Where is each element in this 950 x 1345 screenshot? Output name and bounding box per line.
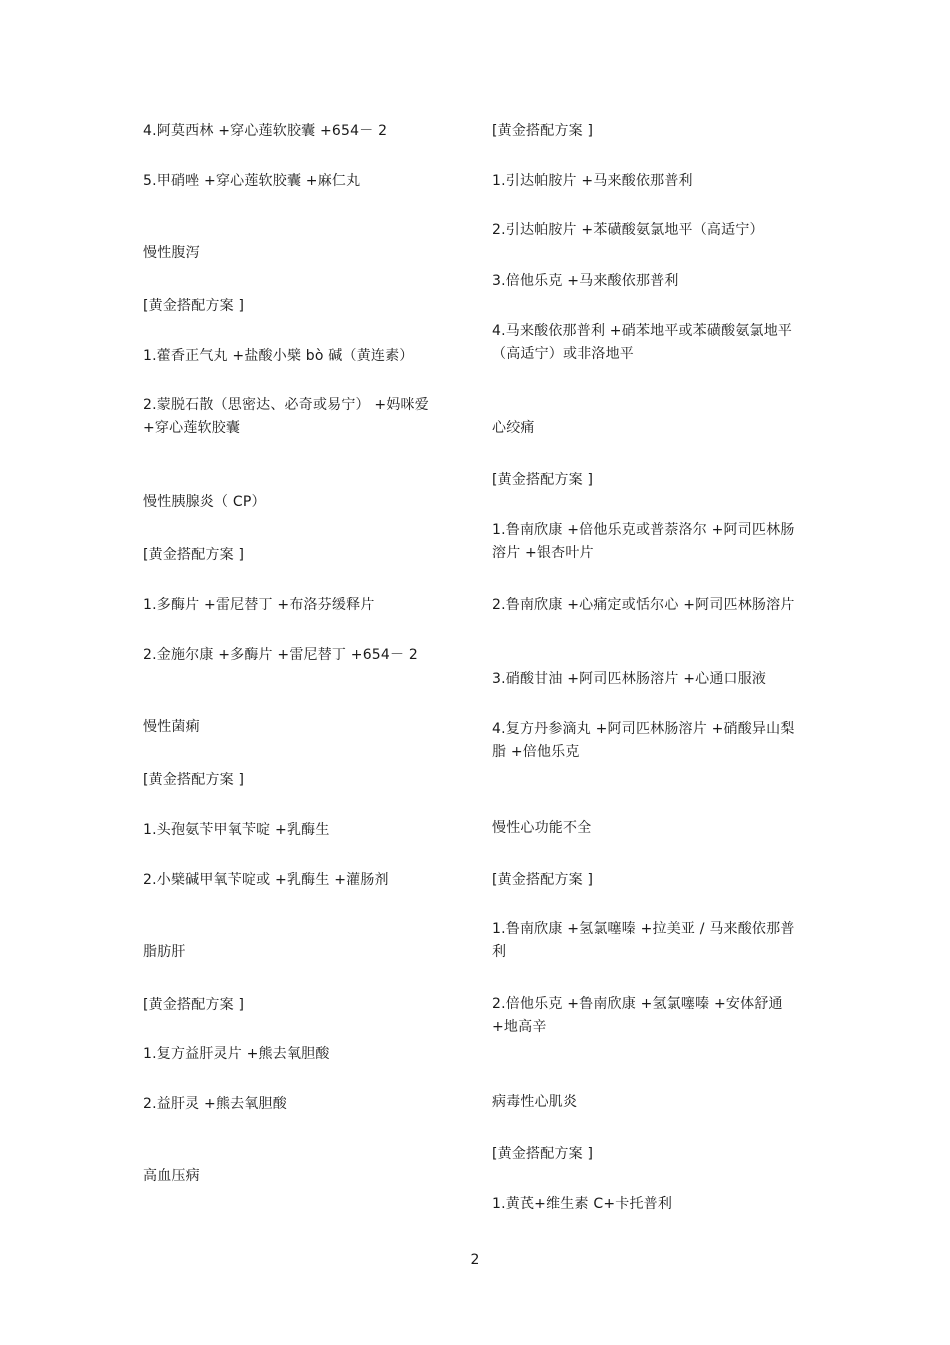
- text-line: 2.蒙脱石散（思密达、必奇或易宁） +妈咪爱+穿心莲软胶囊: [143, 397, 429, 436]
- scheme-heading: [黄金搭配方案 ]: [492, 1146, 594, 1162]
- text-line: 4.马来酸依那普利 +硝苯地平或苯磺酸氨氯地平（高适宁）或非洛地平: [492, 323, 793, 362]
- text-line: 1.鲁南欣康 +氢氯噻嗪 +拉美亚 / 马来酸依那普利: [492, 921, 795, 960]
- text-line: 2.益肝灵 +熊去氧胆酸: [143, 1096, 287, 1112]
- section-title: 高血压病: [143, 1168, 200, 1184]
- section-title: 慢性胰腺炎（ CP）: [143, 494, 266, 510]
- scheme-heading: [黄金搭配方案 ]: [492, 472, 594, 488]
- text-line: 1.黄芪+维生素 C+卡托普利: [492, 1196, 673, 1212]
- text-line: 1.引达帕胺片 +马来酸依那普利: [492, 173, 693, 189]
- text-line: 4.复方丹参滴丸 +阿司匹林肠溶片 +硝酸异山梨脂 +倍他乐克: [492, 721, 795, 760]
- section-title: 脂肪肝: [143, 944, 186, 960]
- page-number: 2: [470, 1252, 480, 1268]
- scheme-heading: [黄金搭配方案 ]: [143, 772, 245, 788]
- section-title: 慢性腹泻: [143, 245, 200, 261]
- text-line: 1.多酶片 +雷尼替丁 +布洛芬缓释片: [143, 597, 375, 613]
- scheme-heading: [黄金搭配方案 ]: [492, 872, 594, 888]
- text-line: 1.复方益肝灵片 +熊去氧胆酸: [143, 1046, 330, 1062]
- section-title: 慢性心功能不全: [492, 820, 592, 836]
- text-line: 2.金施尔康 +多酶片 +雷尼替丁 +654－ 2: [143, 647, 418, 663]
- text-line: 1.鲁南欣康 +倍他乐克或普萘洛尔 +阿司匹林肠溶片 +银杏叶片: [492, 522, 795, 561]
- text-line: 3.倍他乐克 +马来酸依那普利: [492, 273, 679, 289]
- text-line: 2.倍他乐克 +鲁南欣康 +氢氯噻嗪 +安体舒通+地高辛: [492, 996, 783, 1035]
- scheme-heading: [黄金搭配方案 ]: [143, 997, 245, 1013]
- section-title: 心绞痛: [492, 420, 535, 436]
- text-line: 2.鲁南欣康 +心痛定或恬尔心 +阿司匹林肠溶片: [492, 597, 795, 613]
- section-title: 慢性菌痢: [143, 719, 200, 735]
- section-title: 病毒性心肌炎: [492, 1094, 578, 1110]
- text-line: 1.头孢氨苄甲氧苄啶 +乳酶生: [143, 822, 330, 838]
- text-line: 2.小檗碱甲氧苄啶或 +乳酶生 +灌肠剂: [143, 872, 389, 888]
- scheme-heading: [黄金搭配方案 ]: [143, 298, 245, 314]
- text-line: 5.甲硝唑 +穿心莲软胶囊 +麻仁丸: [143, 173, 361, 189]
- text-line: 2.引达帕胺片 +苯磺酸氨氯地平（高适宁）: [492, 222, 764, 238]
- scheme-heading: [黄金搭配方案 ]: [143, 547, 245, 563]
- scheme-heading: [黄金搭配方案 ]: [492, 123, 594, 139]
- text-line: 3.硝酸甘油 +阿司匹林肠溶片 +心通口服液: [492, 671, 767, 687]
- text-line: 1.藿香正气丸 +盐酸小檗 bò 碱（黄连素）: [143, 348, 414, 364]
- text-line: 4.阿莫西林 +穿心莲软胶囊 +654－ 2: [143, 123, 388, 139]
